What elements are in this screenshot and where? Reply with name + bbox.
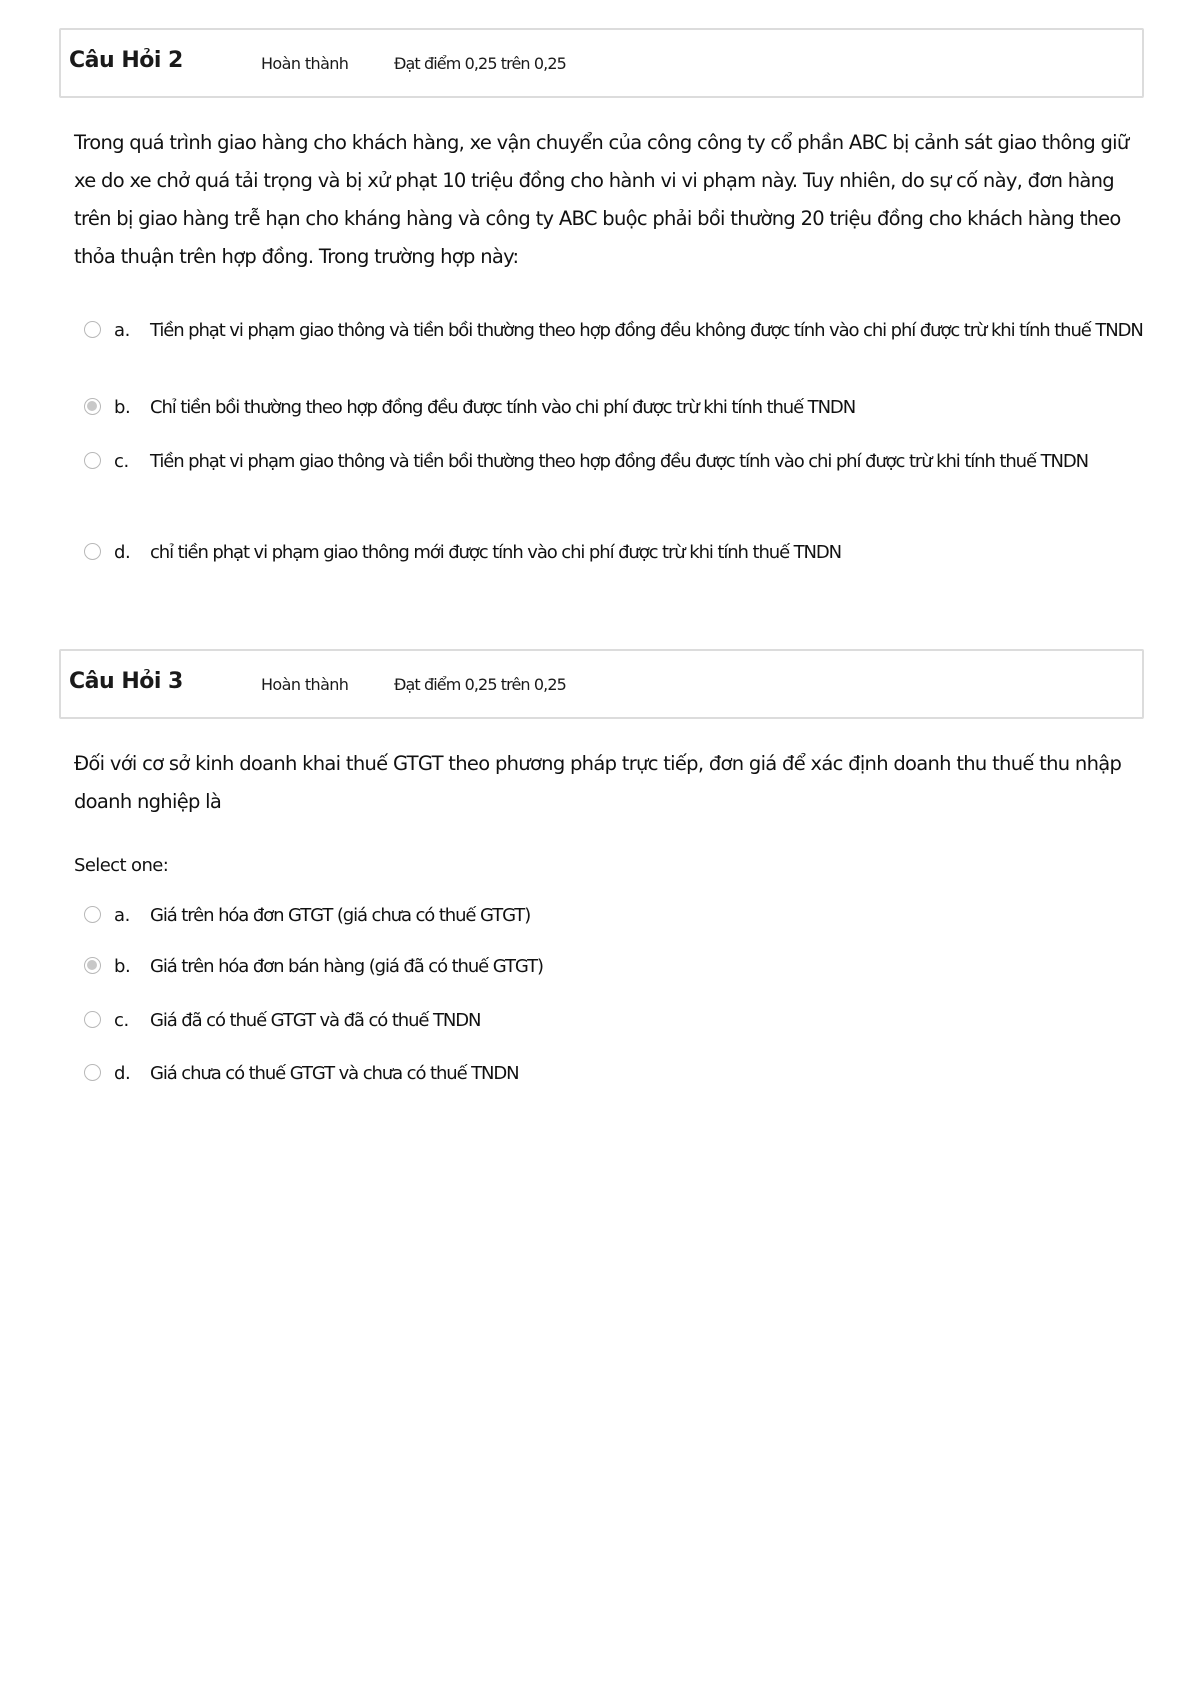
answer-label[interactable]: Tiền phạt vi phạm giao thông và tiền bồi thường theo hợp đồng đều được tính vào chi phí được trừ khi tính thuế TNDN xyxy=(150,451,1088,472)
answer-label[interactable]: Tiền phạt vi phạm giao thông và tiền bồi thường theo hợp đồng đều không được tính vào chi phí được trừ khi tính thuế TNDN xyxy=(150,320,1143,341)
question-number: Câu Hỏi 2 xyxy=(69,48,183,73)
question-text: Đối với cơ sở kinh doanh khai thuế GTGT theo phương pháp trực tiếp, đơn giá để xác định doanh thu thuế thu nhập doanh nghiệp là xyxy=(74,752,1122,813)
answer-letter: c. xyxy=(114,1010,129,1031)
radio-button[interactable] xyxy=(84,452,101,469)
question-header xyxy=(59,28,1144,98)
radio-button-selected[interactable] xyxy=(84,398,101,415)
question-number: Câu Hỏi 3 xyxy=(69,669,183,694)
question-status: Hoàn thành xyxy=(261,54,349,73)
answer-label[interactable]: chỉ tiền phạt vi phạm giao thông mới được tính vào chi phí được trừ khi tính thuế TNDN xyxy=(150,542,842,563)
radio-button[interactable] xyxy=(84,543,101,560)
select-one-prompt: Select one: xyxy=(74,855,169,876)
radio-button[interactable] xyxy=(84,1064,101,1081)
answer-letter: a. xyxy=(114,320,130,341)
question-header xyxy=(59,649,1144,719)
answer-label[interactable]: Giá trên hóa đơn bán hàng (giá đã có thuế GTGT) xyxy=(150,956,543,977)
answer-letter: a. xyxy=(114,905,130,926)
answer-label[interactable]: Giá đã có thuế GTGT và đã có thuế TNDN xyxy=(150,1010,481,1031)
answer-letter: b. xyxy=(114,397,131,418)
answer-letter: d. xyxy=(114,542,131,563)
question-grade: Đạt điểm 0,25 trên 0,25 xyxy=(394,54,566,73)
answer-letter: d. xyxy=(114,1063,131,1084)
radio-button[interactable] xyxy=(84,906,101,923)
radio-button[interactable] xyxy=(84,1011,101,1028)
question-grade: Đạt điểm 0,25 trên 0,25 xyxy=(394,675,566,694)
answer-letter: c. xyxy=(114,451,129,472)
question-text: Trong quá trình giao hàng cho khách hàng, xe vận chuyển của công công ty cổ phần ABC bị cảnh sát giao thông giữ xe do xe chở quá tải trọng và bị xử phạt 10 triệu đồng cho hành vi vi phạm này. Tuy nhiên, do sự cố này, đơn hàng trên bị giao hàng trễ hạn cho kháng hàng và công ty ABC buộc phải bồi thường 20 triệu đồng cho khách hàng theo thỏa thuận trên hợp đồng. Trong trường hợp này: xyxy=(74,131,1129,268)
question-status: Hoàn thành xyxy=(261,675,349,694)
answer-label[interactable]: Giá trên hóa đơn GTGT (giá chưa có thuế GTGT) xyxy=(150,905,531,926)
answer-label[interactable]: Giá chưa có thuế GTGT và chưa có thuế TNDN xyxy=(150,1063,519,1084)
answer-letter: b. xyxy=(114,956,131,977)
radio-button-selected[interactable] xyxy=(84,957,101,974)
answer-label[interactable]: Chỉ tiền bồi thường theo hợp đồng đều được tính vào chi phí được trừ khi tính thuế TNDN xyxy=(150,397,856,418)
radio-button[interactable] xyxy=(84,321,101,338)
